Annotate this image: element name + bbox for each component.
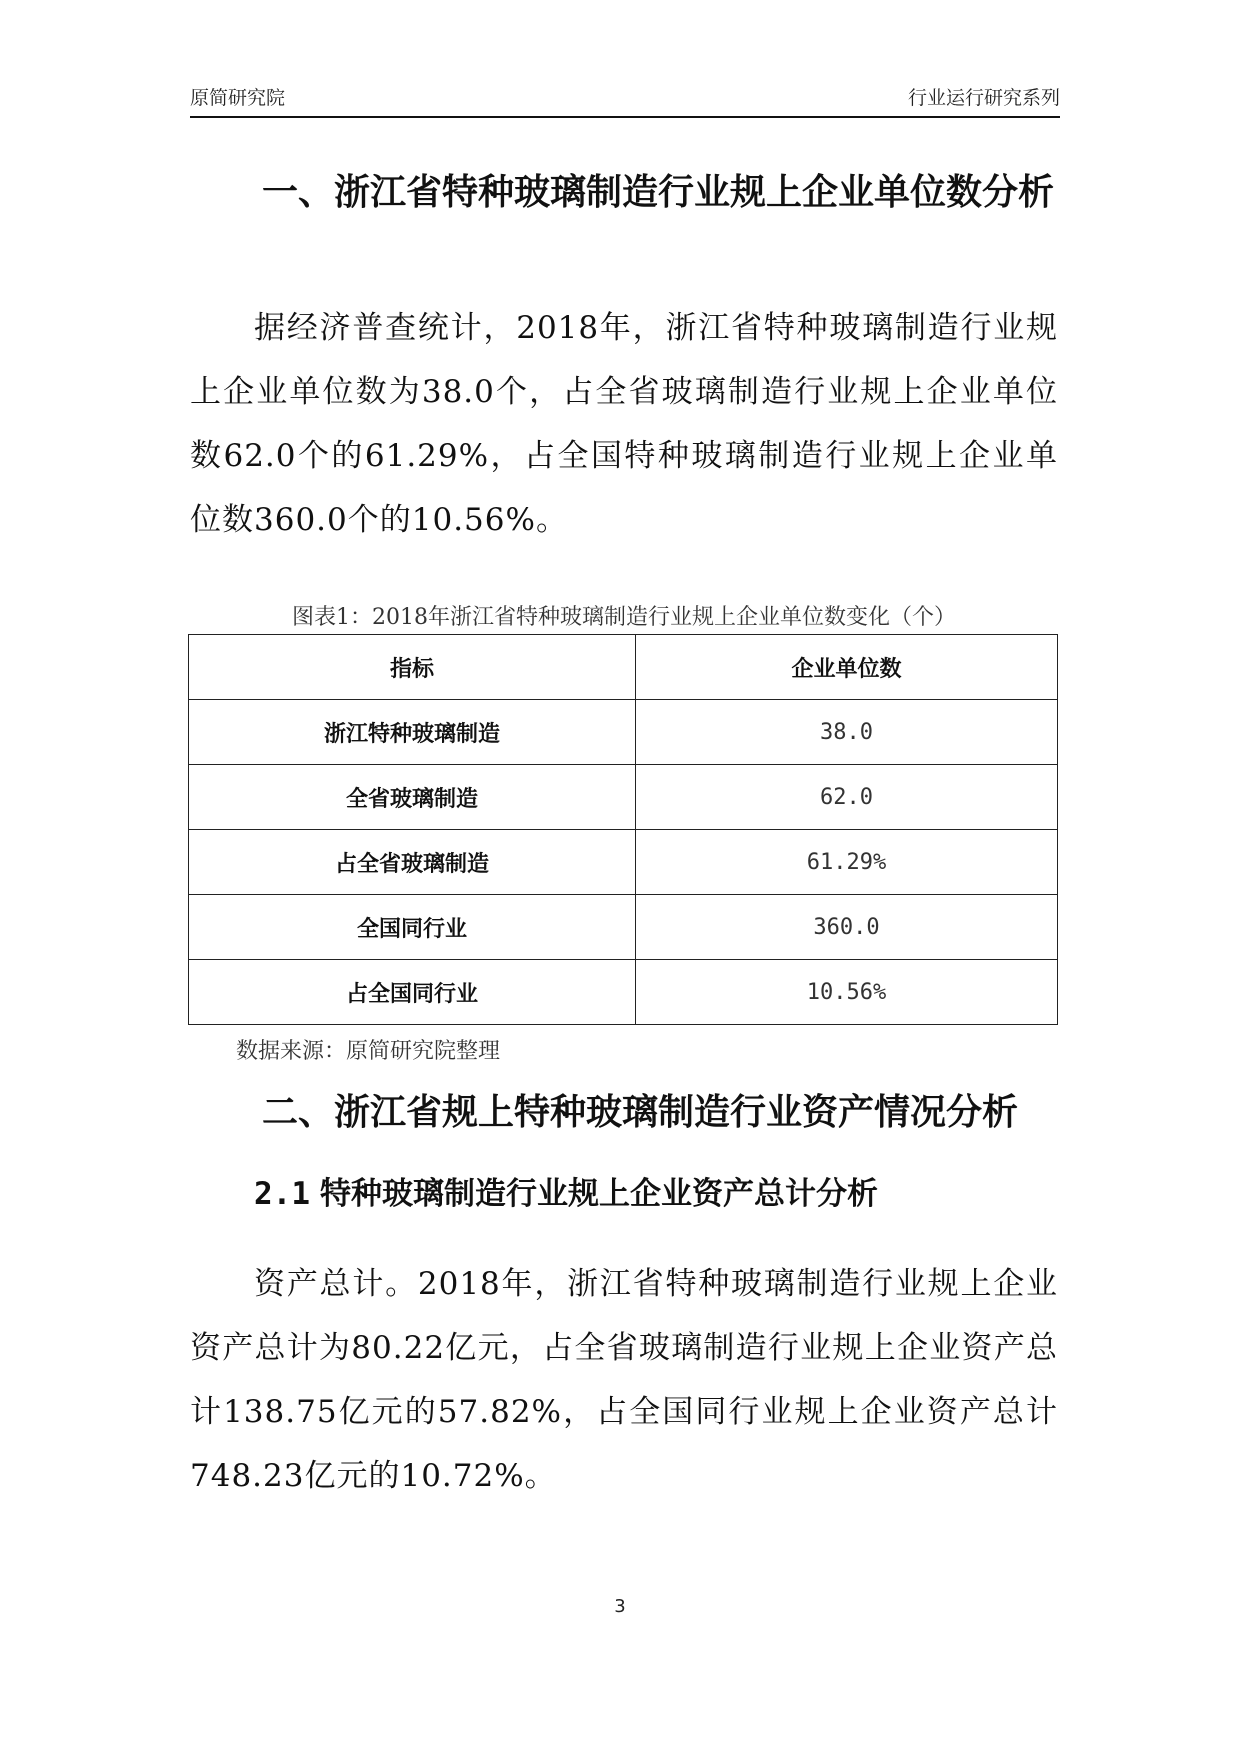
row-label: 占全省玻璃制造 xyxy=(189,830,636,895)
section1-heading: 一、浙江省特种玻璃制造行业规上企业单位数分析 xyxy=(262,172,1055,213)
header-org-name: 原简研究院 xyxy=(190,87,286,109)
enterprise-count-table xyxy=(188,634,1058,1025)
header-series-name: 行业运行研究系列 xyxy=(907,87,1060,109)
row-value: 62.0 xyxy=(636,765,1058,830)
table-row xyxy=(189,960,1058,1025)
column-header-count: 企业单位数 xyxy=(636,635,1058,700)
row-value: 360.0 xyxy=(636,895,1058,960)
table-row xyxy=(189,830,1058,895)
row-value: 38.0 xyxy=(636,700,1058,765)
data-source-note: 数据来源：原简研究院整理 xyxy=(236,1039,501,1064)
table-row xyxy=(189,895,1058,960)
row-label: 全省玻璃制造 xyxy=(189,765,636,830)
page-number: 3 xyxy=(614,1596,626,1617)
row-label: 浙江特种玻璃制造 xyxy=(189,700,636,765)
table-caption: 图表1：2018年浙江省特种玻璃制造行业规上企业单位数变化（个） xyxy=(292,605,956,630)
row-value: 61.29% xyxy=(636,830,1058,895)
table-header-row xyxy=(189,635,1058,700)
section2-paragraph: 资产总计。2018年，浙江省特种玻璃制造行业规上企业资产总计为80.22亿元，占全省玻璃制造行业规上企业资产总计138.75亿元的57.82%，占全国同行业规上企业资产总计748.23亿元的10.72%。 xyxy=(190,1266,1058,1494)
section1-paragraph: 据经济普查统计，2018年，浙江省特种玻璃制造行业规上企业单位数为38.0个，占全省玻璃制造行业规上企业单位数62.0个的61.29%，占全国特种玻璃制造行业规上企业单位数360.0个的10.56%。 xyxy=(190,310,1058,538)
subsection-heading xyxy=(254,1170,878,1218)
subsection-title: 特种玻璃制造行业规上企业资产总计分析 xyxy=(320,1176,878,1212)
section2-heading: 二、浙江省规上特种玻璃制造行业资产情况分析 xyxy=(262,1092,1019,1133)
subsection-number: 2.1 xyxy=(254,1176,310,1212)
column-header-indicator: 指标 xyxy=(189,635,636,700)
table-row xyxy=(189,700,1058,765)
table-row xyxy=(189,765,1058,830)
row-value: 10.56% xyxy=(636,960,1058,1025)
row-label: 全国同行业 xyxy=(189,895,636,960)
row-label: 占全国同行业 xyxy=(189,960,636,1025)
page-header xyxy=(190,86,1060,118)
